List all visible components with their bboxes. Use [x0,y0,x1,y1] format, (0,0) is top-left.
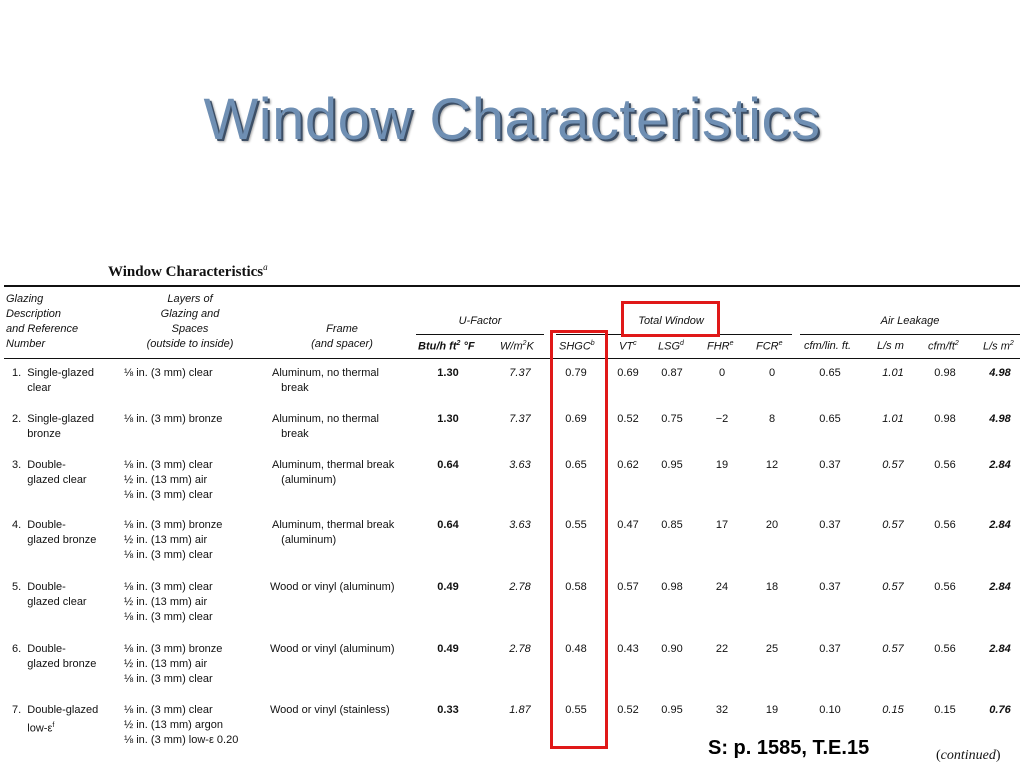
cfm-ft2-subheader [928,340,959,353]
air-leakage-header: Air Leakage [880,315,940,327]
u-factor-rule [416,334,544,335]
wm-cell: 1.87 [509,704,531,716]
frame-cell [270,642,395,657]
cfm-ft2-cell: 0.56 [934,459,956,471]
frame-header-line: Frame [326,323,358,335]
ls-m2-subheader-text: L/s m [983,340,1010,353]
glazing-cell [12,458,87,488]
btu-cell: 0.64 [437,459,459,471]
layers-line: ⅛ in. (3 mm) bronze [124,413,223,425]
glazing-cell [12,642,96,672]
u-factor-header: U-Factor [458,315,502,327]
glazing-line: clear [12,382,52,394]
ls-m2-cell: 2.84 [989,581,1011,593]
slide-title: Window Characteristics [203,87,821,152]
ls-m-cell: 1.01 [882,367,904,379]
frame-cell [272,412,379,442]
btu-cell: 1.30 [437,367,459,379]
frame-line: Wood or vinyl (stainless) [270,704,390,716]
ls-m-cell: 0.57 [882,581,904,593]
fhr-cell: 22 [715,643,729,655]
glazing-cell [12,412,94,442]
glazing-header-line: and Reference [6,323,79,335]
lsg-cell: 0.85 [661,519,683,531]
layers-line: ⅛ in. (3 mm) bronze [124,519,223,531]
cfm-lin-cell: 0.37 [819,581,841,593]
frame-line: break [272,428,309,440]
layers-line: ½ in. (13 mm) air [124,474,208,486]
shgc-cell: 0.65 [565,459,587,471]
layers-cell [124,580,213,625]
layers-line: ⅛ in. (3 mm) low-ε 0.20 [124,734,239,746]
layers-cell [124,518,222,563]
frame-line: Aluminum, no thermal [272,413,379,425]
glazing-line: glazed bronze [12,658,97,670]
fcr-cell: 18 [765,581,779,593]
fcr-cell: 20 [765,519,779,531]
shgc-subheader-sup: b [590,340,595,347]
vt-cell: 0.52 [617,704,639,716]
shgc-cell: 0.58 [565,581,587,593]
table-title-text: Window Characteristics [108,264,264,280]
fcr-subheader-text: FCR [756,340,779,353]
ls-m-cell: 0.15 [882,704,904,716]
glazing-line: 3. Double- [12,459,66,471]
lsg-cell: 0.95 [661,704,683,716]
wm-cell: 2.78 [509,581,531,593]
layers-cell [124,642,222,687]
wm-subheader-text: W/m [500,340,523,353]
ls-m2-cell: 2.84 [989,519,1011,531]
frame-line: (aluminum) [272,474,337,486]
ls-m-subheader: L/s m [877,340,904,352]
layers-line: ⅛ in. (3 mm) clear [124,489,213,501]
layers-cell [124,703,238,748]
layers-line: ⅛ in. (3 mm) bronze [124,643,223,655]
layers-line: ½ in. (13 mm) argon [124,719,224,731]
fhr-subheader-text: FHR [707,340,730,353]
vt-cell: 0.69 [617,367,639,379]
cfm-ft2-cell: 0.98 [934,367,956,379]
frame-cell [272,458,394,488]
frame-header [292,322,392,352]
fhr-cell: 17 [715,519,729,531]
layers-line: ⅛ in. (3 mm) clear [124,459,213,471]
ls-m2-cell: 2.84 [989,459,1011,471]
layers-cell [124,458,213,503]
header-bottom-rule [4,358,1020,359]
wm-cell: 3.63 [509,519,531,531]
shgc-cell: 0.55 [565,519,587,531]
frame-line: Aluminum, no thermal [272,367,379,379]
layers-line: ⅛ in. (3 mm) clear [124,367,213,379]
cfm-lin-cell: 0.37 [819,643,841,655]
btu-cell: 0.33 [437,704,459,716]
lsg-cell: 0.98 [661,581,683,593]
fcr-cell: 25 [765,643,779,655]
vt-cell: 0.52 [617,413,639,425]
vt-cell: 0.62 [617,459,639,471]
frame-line: Aluminum, thermal break [272,459,395,471]
ls-m-cell: 0.57 [882,459,904,471]
fhr-cell: −2 [715,413,729,425]
cfm-ft2-cell: 0.15 [934,704,956,716]
wm-subheader-sup: 2 [522,340,527,347]
btu-subheader [418,340,475,353]
fhr-cell: 19 [715,459,729,471]
lsg-cell: 0.90 [661,643,683,655]
glazing-cell [12,703,98,737]
vt-subheader [619,340,637,353]
frame-cell [270,703,390,718]
frame-line: break [272,382,309,394]
ls-m2-subheader [983,340,1014,353]
cfm-ft2-cell: 0.98 [934,413,956,425]
glazing-line-text: low-ε [12,722,53,735]
glazing-line-sup: f [52,722,55,729]
layers-line: ⅛ in. (3 mm) clear [124,611,213,623]
btu-cell: 0.49 [437,581,459,593]
ls-m-cell: 0.57 [882,519,904,531]
wm-cell: 2.78 [509,643,531,655]
layers-line: ½ in. (13 mm) air [124,658,208,670]
wm-cell: 7.37 [509,413,531,425]
shgc-cell: 0.69 [565,413,587,425]
btu-cell: 0.64 [437,519,459,531]
glazing-line: 6. Double- [12,643,66,655]
cfm-ft2-cell: 0.56 [934,643,956,655]
total-window-highlight [621,301,720,337]
lsg-subheader-text: LSG [658,340,681,353]
vt-cell: 0.43 [617,643,639,655]
table-title [108,262,268,281]
glazing-line: bronze [12,428,61,440]
glazing-line [12,718,98,737]
glazing-header-line: Description [6,308,62,320]
frame-cell [272,518,394,548]
fhr-cell: 0 [718,367,726,379]
frame-line: Wood or vinyl (aluminum) [270,581,395,593]
layers-cell [124,412,222,427]
glazing-header [6,292,78,352]
btu-subheader-text: Btu/h ft [418,340,457,353]
layers-header [130,292,250,352]
glazing-cell [12,580,87,610]
glazing-cell [12,366,94,396]
glazing-header-line: Glazing [6,293,44,305]
cfm-ft2-cell: 0.56 [934,519,956,531]
layers-line: ⅛ in. (3 mm) clear [124,581,213,593]
ls-m-cell: 1.01 [882,413,904,425]
glazing-line: 1. Single-glazed [12,367,94,379]
ls-m-cell: 0.57 [882,643,904,655]
vt-cell: 0.57 [617,581,639,593]
source-citation: S: p. 1585, T.E.15 [708,737,870,759]
vt-cell: 0.47 [617,519,639,531]
glazing-line: glazed clear [12,596,87,608]
btu-cell: 1.30 [437,413,459,425]
btu-subheader-tail: °F [460,340,475,353]
shgc-cell: 0.79 [565,367,587,379]
glazing-line: 7. Double-glazed [12,704,99,716]
cfm-ft2-subheader-sup: 2 [954,340,959,347]
layers-line: ⅛ in. (3 mm) clear [124,673,213,685]
cfm-lin-cell: 0.65 [819,413,841,425]
glazing-line: glazed clear [12,474,87,486]
cfm-lin-cell: 0.37 [819,519,841,531]
btu-subheader-sup: 2 [456,340,461,347]
fhr-subheader [707,340,734,353]
layers-header-line: Spaces [171,323,209,335]
layers-header-line: Glazing and [160,308,220,320]
continued-text: continued [940,748,996,763]
btu-cell: 0.49 [437,643,459,655]
lsg-cell: 0.95 [661,459,683,471]
frame-line: Wood or vinyl (aluminum) [270,643,395,655]
lsg-cell: 0.75 [661,413,683,425]
shgc-subheader-text: SHGC [559,340,591,353]
frame-line: (aluminum) [272,534,337,546]
lsg-subheader [658,340,684,353]
glazing-line: 2. Single-glazed [12,413,94,425]
cfm-lin-subheader: cfm/lin. ft. [804,340,852,352]
frame-header-line: (and spacer) [311,338,373,350]
layers-line: ⅛ in. (3 mm) clear [124,704,213,716]
frame-cell [272,366,379,396]
cfm-lin-cell: 0.65 [819,367,841,379]
ls-m2-cell: 0.76 [989,704,1011,716]
air-leakage-rule [800,334,1020,335]
layers-line: ⅛ in. (3 mm) clear [124,549,213,561]
continued-open: ( [936,748,941,763]
wm-cell: 3.63 [509,459,531,471]
ls-m2-cell: 4.98 [989,413,1011,425]
shgc-column-highlight [550,330,608,749]
layers-line: ½ in. (13 mm) air [124,534,208,546]
fcr-cell: 8 [768,413,776,425]
vt-subheader-sup: c [633,340,637,347]
layers-header-line: Layers of [167,293,213,305]
glazing-line: 5. Double- [12,581,66,593]
fcr-cell: 12 [765,459,779,471]
shgc-cell: 0.55 [565,704,587,716]
glazing-header-line: Number [6,338,46,350]
ls-m2-cell: 2.84 [989,643,1011,655]
ls-m2-cell: 4.98 [989,367,1011,379]
fhr-subheader-sup: e [729,340,734,347]
wm-subheader-tail: K [526,340,534,353]
frame-line: Aluminum, thermal break [272,519,395,531]
cfm-ft2-subheader-text: cfm/ft [928,340,955,353]
fcr-cell: 19 [765,704,779,716]
fcr-cell: 0 [768,367,776,379]
lsg-cell: 0.87 [661,367,683,379]
table-title-note: a [263,262,268,272]
wm-subheader [500,340,534,353]
total-window-header: Total Window [638,315,704,327]
cfm-lin-cell: 0.37 [819,459,841,471]
layers-cell [124,366,213,381]
fcr-subheader-sup: e [778,340,783,347]
frame-cell [270,580,395,595]
glazing-line: 4. Double- [12,519,66,531]
table-top-rule [4,285,1020,287]
lsg-subheader-sup: d [680,340,684,347]
fhr-cell: 24 [715,581,729,593]
glazing-cell [12,518,96,548]
fcr-subheader [756,340,783,353]
layers-header-line: (outside to inside) [146,338,234,350]
ls-m2-subheader-sup: 2 [1009,340,1014,347]
fhr-cell: 32 [715,704,729,716]
continued-close: ) [995,748,1001,763]
glazing-line: glazed bronze [12,534,97,546]
wm-cell: 7.37 [509,367,531,379]
cfm-lin-cell: 0.10 [819,704,841,716]
layers-line: ½ in. (13 mm) air [124,596,208,608]
continued-note [936,748,1001,764]
shgc-cell: 0.48 [565,643,587,655]
cfm-ft2-cell: 0.56 [934,581,956,593]
vt-subheader-text: VT [619,340,634,353]
